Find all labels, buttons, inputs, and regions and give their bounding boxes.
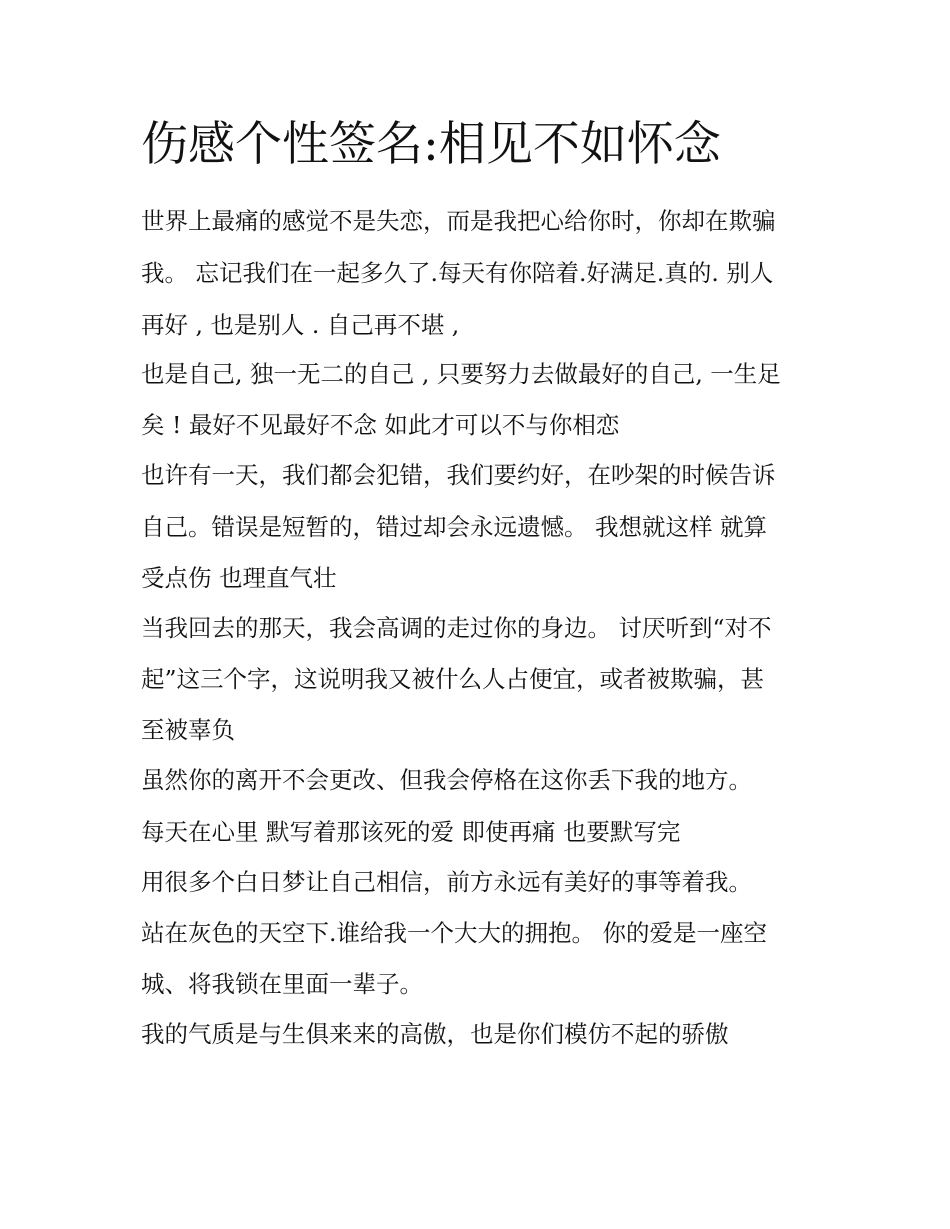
body-line: 我的气质是与生俱来来的高傲，也是你们模仿不起的骄傲 <box>141 1020 729 1048</box>
body-line: 再好 , 也是别人 . 自己再不堪 , <box>141 311 460 339</box>
body-line: 也是自己, 独一无二的自己 , 只要努力去做最好的自己, 一生足 <box>141 360 781 388</box>
body-line: 也许有一天，我们都会犯错，我们要约好，在吵架的时候告诉 <box>141 461 776 489</box>
body-line: 受点伤 也理直气壮 <box>141 564 337 592</box>
body-line: 当我回去的那天，我会高调的走过你的身边。 讨厌听到“对不 <box>141 614 772 642</box>
document-title: 伤感个性签名:相见不如怀念 <box>141 117 721 172</box>
body-line: 虽然你的离开不会更改、但我会停格在这你丢下我的地方。 <box>141 766 752 794</box>
body-line: 自己。错误是短暂的，错过却会永远遗憾。 我想就这样 就算 <box>141 513 767 541</box>
body-line: 起”这三个字，这说明我又被什么人占便宜，或者被欺骗，甚 <box>141 665 765 693</box>
body-line: 用很多个白日梦让自己相信，前方永远有美好的事等着我。 <box>141 868 752 896</box>
body-line: 至被辜负 <box>141 716 235 744</box>
body-line: 站在灰色的天空下.谁给我一个大大的拥抱。 你的爱是一座空 <box>141 919 767 947</box>
body-line: 每天在心里 默写着那该死的爱 即使再痛 也要默写完 <box>141 818 681 846</box>
body-line: 我。 忘记我们在一起多久了.每天有你陪着.好满足.真的. 别人 <box>141 259 774 287</box>
body-line: 矣 ! 最好不见最好不念 如此才可以不与你相恋 <box>141 411 620 439</box>
body-line: 世界上最痛的感觉不是失恋，而是我把心给你时，你却在欺骗 <box>141 207 776 235</box>
body-line: 城、将我锁在里面一辈子。 <box>141 970 423 998</box>
